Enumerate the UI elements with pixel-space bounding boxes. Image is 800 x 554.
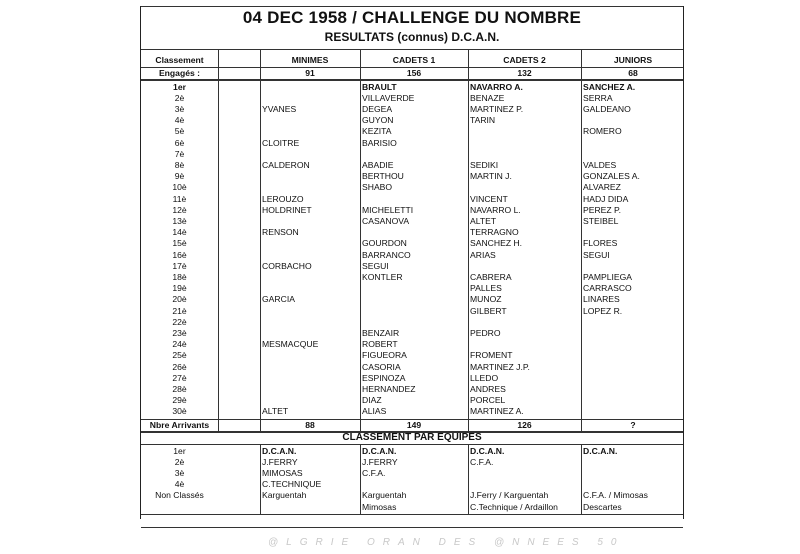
- athlete-name: TERRAGNO: [470, 227, 519, 238]
- athlete-name: DIAZ: [362, 395, 382, 406]
- rule-line: [141, 6, 683, 7]
- athlete-name: SANCHEZ A.: [583, 81, 636, 92]
- team-rank-label: 1er: [173, 445, 186, 456]
- rank-label: 19è: [172, 283, 187, 294]
- athlete-name: MESMACQUE: [262, 339, 319, 350]
- team-name: MIMOSAS: [262, 467, 303, 478]
- rank-label: 6è: [174, 137, 185, 148]
- team-rank-label: 2è: [174, 456, 185, 467]
- athlete-name: FIGUEORA: [362, 350, 407, 361]
- team-name: Karguentah: [262, 490, 307, 501]
- column-divider: [468, 444, 469, 514]
- rank-label: 9è: [174, 171, 185, 182]
- athlete-name: ALVAREZ: [583, 182, 621, 193]
- rank-label: 24è: [172, 339, 187, 350]
- athlete-name: MARTINEZ A.: [470, 406, 524, 417]
- athlete-name: MARTINEZ J.P.: [470, 361, 530, 372]
- athlete-name: SANCHEZ H.: [470, 238, 523, 249]
- athlete-name: MICHELETTI: [362, 204, 414, 215]
- rank-label: 23è: [172, 327, 187, 338]
- athlete-name: ALTET: [470, 215, 497, 226]
- athlete-name: ALIAS: [362, 406, 387, 417]
- athlete-name: FROMENT: [470, 350, 513, 361]
- athlete-name: ALTET: [262, 406, 289, 417]
- athlete-name: BENAZE: [470, 92, 505, 103]
- rank-label: 1er: [173, 81, 186, 92]
- header-classement: Classement: [155, 55, 204, 65]
- rank-label: 8è: [174, 159, 185, 170]
- team-rank-label: Non Classés: [155, 490, 204, 501]
- rank-label: 5è: [174, 126, 185, 137]
- athlete-name: CASANOVA: [362, 215, 410, 226]
- arrivants-value: 126: [517, 419, 532, 430]
- column-divider: [581, 49, 582, 431]
- team-name: C.Technique / Ardaillon: [470, 501, 558, 512]
- rank-label: 7è: [174, 148, 185, 159]
- athlete-name: STEIBEL: [583, 215, 619, 226]
- rank-label: 13è: [172, 215, 187, 226]
- rank-label: 27è: [172, 372, 187, 383]
- athlete-name: TARIN: [470, 115, 496, 126]
- rank-label: 20è: [172, 294, 187, 305]
- athlete-name: NAVARRO L.: [470, 204, 521, 215]
- athlete-name: MARTINEZ P.: [470, 103, 524, 114]
- team-name: Descartes: [583, 501, 622, 512]
- athlete-name: GUYON: [362, 115, 394, 126]
- athlete-name: PALLES: [470, 283, 502, 294]
- page-title: 04 DEC 1958 / CHALLENGE DU NOMBRE: [242, 8, 582, 27]
- rank-label: 16è: [172, 249, 187, 260]
- rank-label: 26è: [172, 361, 187, 372]
- athlete-name: HERNANDEZ: [362, 383, 416, 394]
- column-divider: [360, 444, 361, 514]
- arrivants-value: ?: [630, 419, 636, 430]
- athlete-name: CLOITRE: [262, 137, 300, 148]
- team-name: C.TECHNIQUE: [262, 479, 322, 490]
- athlete-name: VALDES: [583, 159, 617, 170]
- athlete-name: CABRERA: [470, 271, 512, 282]
- athlete-name: GOURDON: [362, 238, 407, 249]
- athlete-name: KONTLER: [362, 271, 403, 282]
- athlete-name: CASORIA: [362, 361, 401, 372]
- engages-value: 156: [406, 68, 422, 78]
- athlete-name: BARRANCO: [362, 249, 411, 260]
- athlete-name: MARTIN J.: [470, 171, 512, 182]
- engages-value: 68: [628, 68, 638, 78]
- engages-label: Engagés :: [158, 68, 201, 78]
- athlete-name: PORCEL: [470, 395, 506, 406]
- rule-line: [141, 49, 683, 50]
- rule-line: [141, 527, 683, 528]
- rank-label: 14è: [172, 227, 187, 238]
- rank-label: 17è: [172, 260, 187, 271]
- athlete-name: ABADIE: [362, 159, 394, 170]
- athlete-name: CALDERON: [262, 159, 310, 170]
- rank-label: 30è: [172, 406, 187, 417]
- team-name: C.F.A.: [362, 467, 386, 478]
- athlete-name: VILLAVERDE: [362, 92, 415, 103]
- column-divider: [360, 49, 361, 431]
- athlete-name: MUNOZ: [470, 294, 502, 305]
- arrivants-value: 88: [305, 419, 315, 430]
- rank-label: 21è: [172, 305, 187, 316]
- athlete-name: BARISIO: [362, 137, 397, 148]
- column-divider: [581, 444, 582, 514]
- athlete-name: GILBERT: [470, 305, 507, 316]
- team-name: J.FERRY: [262, 456, 298, 467]
- athlete-name: LINARES: [583, 294, 620, 305]
- team-name: Karguentah: [362, 490, 407, 501]
- athlete-name: HOLDRINET: [262, 204, 312, 215]
- header-minimes: MINIMES: [291, 55, 329, 65]
- watermark: @LGRIE ORAN DES @NNEES 50: [268, 537, 625, 548]
- team-name: D.C.A.N.: [262, 445, 297, 456]
- rank-label: 15è: [172, 238, 187, 249]
- rank-label: 11è: [172, 193, 187, 204]
- team-name: Mimosas: [362, 501, 397, 512]
- team-name: D.C.A.N.: [362, 445, 397, 456]
- rule-line: [141, 514, 683, 515]
- header-cadets-1: CADETS 1: [392, 55, 436, 65]
- header-juniors: JUNIORS: [613, 55, 653, 65]
- arrivants-label: Nbre Arrivants: [149, 419, 210, 430]
- rank-label: 2è: [174, 92, 185, 103]
- rank-label: 4è: [174, 115, 185, 126]
- athlete-name: HADJ DIDA: [583, 193, 629, 204]
- arrivants-value: 149: [406, 419, 422, 430]
- rank-label: 28è: [172, 383, 187, 394]
- athlete-name: ESPINOZA: [362, 372, 406, 383]
- athlete-name: SERRA: [583, 92, 613, 103]
- athlete-name: YVANES: [262, 103, 297, 114]
- rank-label: 18è: [172, 271, 187, 282]
- team-name: D.C.A.N.: [583, 445, 618, 456]
- athlete-name: LEROUZO: [262, 193, 304, 204]
- athlete-name: DEGEA: [362, 103, 393, 114]
- column-divider: [468, 49, 469, 431]
- team-rank-label: 4è: [174, 479, 185, 490]
- rank-label: 22è: [172, 316, 187, 327]
- header-cadets-2: CADETS 2: [503, 55, 546, 65]
- athlete-name: PAMPLIEGA: [583, 271, 633, 282]
- team-name: J.FERRY: [362, 456, 398, 467]
- athlete-name: LLEDO: [470, 372, 499, 383]
- athlete-name: CORBACHO: [262, 260, 312, 271]
- athlete-name: RENSON: [262, 227, 299, 238]
- athlete-name: VINCENT: [470, 193, 508, 204]
- athlete-name: BERTHOU: [362, 171, 404, 182]
- athlete-name: ARIAS: [470, 249, 496, 260]
- athlete-name: BENZAIR: [362, 327, 400, 338]
- athlete-name: BRAULT: [362, 81, 397, 92]
- team-ranking-title: CLASSEMENT PAR EQUIPES: [342, 432, 482, 443]
- rank-label: 25è: [172, 350, 187, 361]
- column-divider: [260, 444, 261, 514]
- team-name: C.F.A. / Mimosas: [583, 490, 648, 501]
- athlete-name: ROBERT: [362, 339, 398, 350]
- column-divider: [260, 49, 261, 431]
- athlete-name: ROMERO: [583, 126, 622, 137]
- page-subtitle: RESULTATS (connus) D.C.A.N.: [324, 30, 500, 44]
- athlete-name: ANDRES: [470, 383, 506, 394]
- team-name: C.F.A.: [470, 456, 494, 467]
- team-name: D.C.A.N.: [470, 445, 505, 456]
- athlete-name: CARRASCO: [583, 283, 632, 294]
- athlete-name: PEREZ P.: [583, 204, 622, 215]
- team-name: J.Ferry / Karguentah: [470, 490, 549, 501]
- rank-label: 12è: [172, 204, 187, 215]
- athlete-name: PEDRO: [470, 327, 501, 338]
- athlete-name: SHABO: [362, 182, 393, 193]
- rank-label: 3è: [174, 103, 185, 114]
- rank-label: 29è: [172, 395, 187, 406]
- athlete-name: GARCIA: [262, 294, 295, 305]
- athlete-name: NAVARRO A.: [470, 81, 523, 92]
- athlete-name: SEGUI: [362, 260, 389, 271]
- rank-label: 10è: [172, 182, 187, 193]
- athlete-name: SEGUI: [583, 249, 610, 260]
- athlete-name: GONZALES A.: [583, 171, 640, 182]
- engages-value: 132: [517, 68, 532, 78]
- athlete-name: GALDEANO: [583, 103, 631, 114]
- athlete-name: KEZITA: [362, 126, 392, 137]
- team-rank-label: 3è: [174, 467, 185, 478]
- results-sheet: [140, 6, 684, 519]
- athlete-name: FLORES: [583, 238, 618, 249]
- column-divider: [218, 49, 219, 431]
- engages-value: 91: [305, 68, 315, 78]
- athlete-name: SEDIKI: [470, 159, 499, 170]
- athlete-name: LOPEZ R.: [583, 305, 623, 316]
